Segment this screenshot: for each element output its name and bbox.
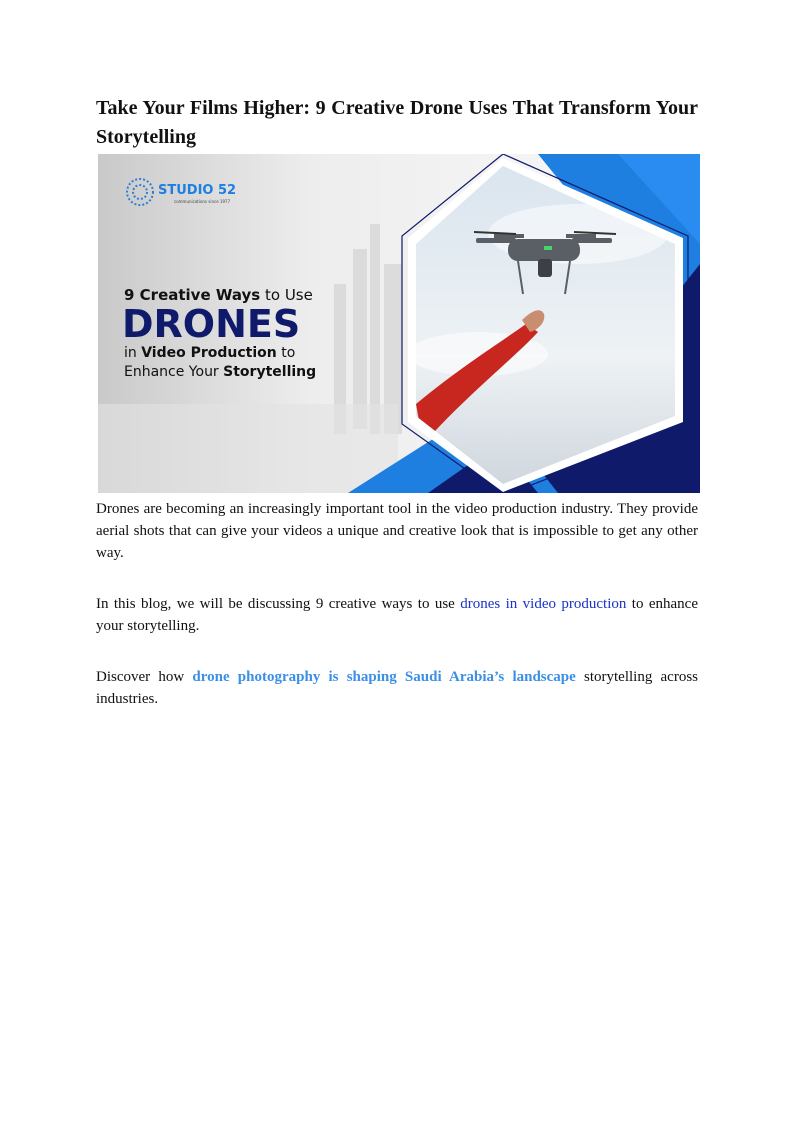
hero-drones-word: DRONES: [122, 302, 301, 346]
hero-banner-image: [98, 154, 700, 493]
discover-paragraph: [96, 666, 698, 710]
svg-text:Enhance Your Storytelling: [124, 364, 316, 380]
hero-line1-bold: 9 Creative Ways: [124, 286, 261, 304]
p2-text-before: In this blog, we will be discussing 9 creative ways to use: [96, 596, 461, 612]
drones-in-video-production-link[interactable]: drones in video production: [460, 596, 627, 612]
p3-text-after: storytelling across industries.: [96, 669, 698, 707]
hero-line4-pre: Enhance Your: [124, 364, 224, 380]
hero-line1-rest: to Use: [260, 286, 313, 304]
p2-text-after: to enhance your storytelling.: [96, 596, 698, 634]
hero-line3-post: to: [276, 345, 296, 361]
p3-text-before: Discover how: [96, 669, 193, 685]
logo-name: STUDIO 52: [158, 183, 237, 198]
blog-intro-paragraph: [96, 593, 698, 637]
intro-paragraph: Drones are becoming an increasingly important tool in the video production industry. They provide aerial shots that can give your videos a unique and creative look that is impossible to get any other way.: [96, 501, 698, 561]
saudi-landscape-link[interactable]: drone photography is shaping Saudi Arabia’s landscape: [192, 669, 576, 685]
svg-text:in Video Production to: [124, 345, 295, 361]
article-title: Take Your Films Higher: 9 Creative Drone Uses That Transform Your Storytelling: [96, 97, 698, 148]
logo-tagline: communications since 1977: [174, 199, 231, 204]
hero-line3-bold: Video Production: [141, 345, 277, 361]
hero-line3-pre: in: [124, 345, 142, 361]
hero-line4-bold: Storytelling: [223, 364, 317, 380]
